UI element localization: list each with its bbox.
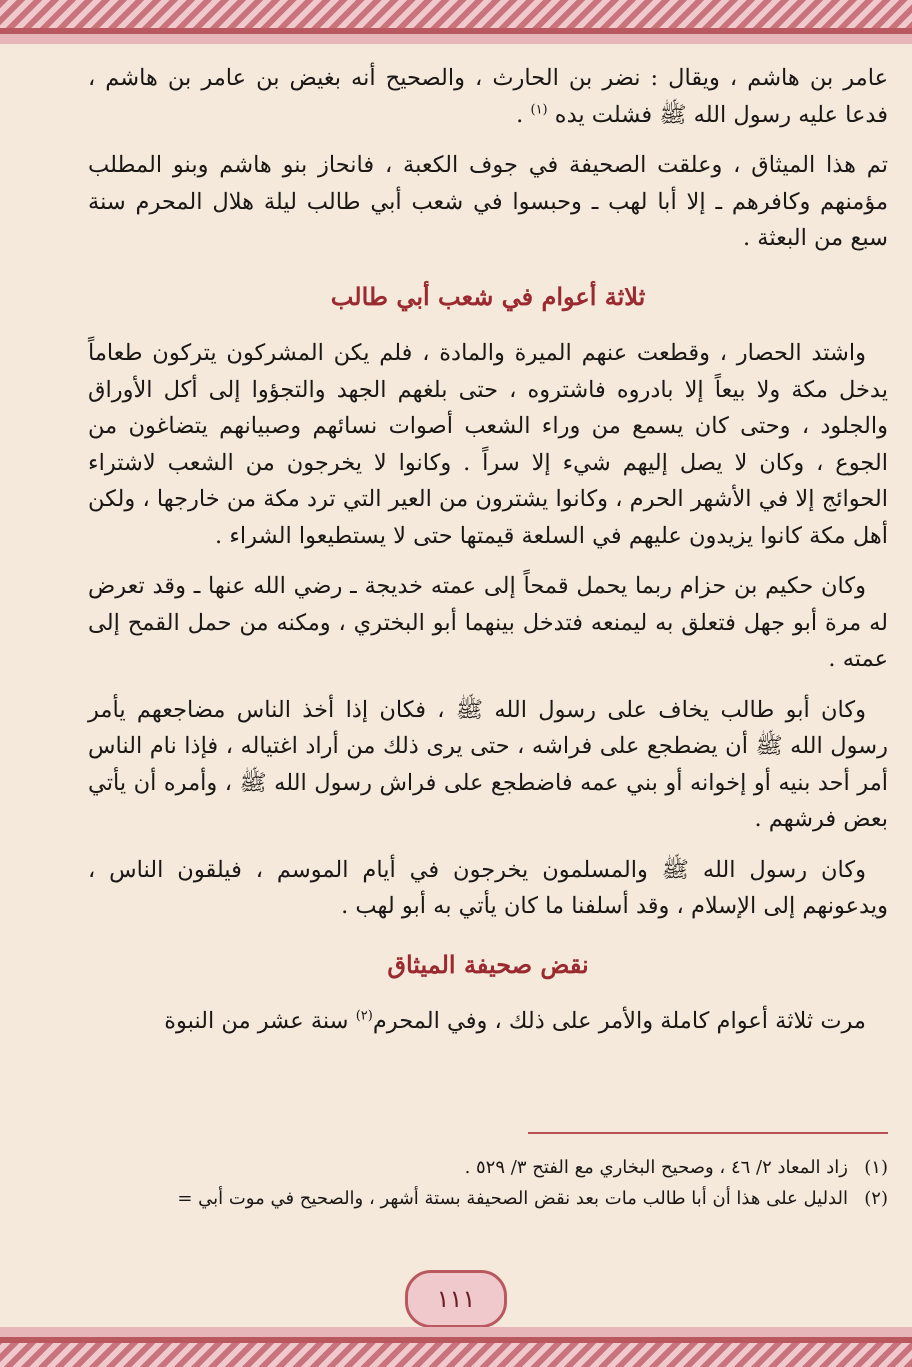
paragraph-7-end: سنة عشر من النبوة <box>164 1008 349 1034</box>
page-number: ١١١ <box>405 1270 507 1328</box>
paragraph-7 <box>88 1003 888 1040</box>
decorative-border-bottom <box>0 1337 912 1367</box>
footnote-number: (٢) <box>864 1188 888 1209</box>
footnote-text: الدليل على هذا أن أبا طالب مات بعد نقض الصحيفة بستة أشهر ، والصحيح في موت أبي = <box>177 1188 848 1209</box>
decorative-ribbon-top <box>0 34 912 44</box>
section-heading-three-years: ثلاثة أعوام في شعب أبي طالب <box>330 281 646 311</box>
footnote-2 <box>88 1183 888 1214</box>
footnote-text: زاد المعاد ٢/ ٤٦ ، وصحيح البخاري مع الفتح ٣/ ٥٢٩ . <box>464 1157 848 1178</box>
paragraph-1-end: . <box>516 101 524 128</box>
decorative-ribbon-bottom <box>0 1327 912 1337</box>
page-body <box>88 60 888 1054</box>
footnote-1 <box>88 1152 888 1183</box>
paragraph-1 <box>88 60 888 133</box>
paragraph-3: واشتد الحصار ، وقطعت عنهم الميرة والمادة ، فلم يكن المشركون يتركون طعاماً يدخل مكة ولا بيعاً إلا بادروه فاشتروه ، حتى بلغهم الجهد والتجؤوا إلى أكل الأوراق والجلود ، وحتى كان يسمع من وراء الشعب أصوات نسائهم وصبيانهم يتضاغون من الجوع ، وكان لا يصل إليهم شيء إلا سراً . وكانوا لا يخرجون من الشعب لاشتراء الحوائج إلا في الأشهر الحرم ، وكانوا يشترون من العير التي ترد مكة من خارجها ، ولكن أهل مكة كانوا يزيدون عليهم في السلعة قيمتها حتى لا يستطيعوا الشراء . <box>88 340 888 549</box>
paragraph-7-start: مرت ثلاثة أعوام كاملة والأمر على ذلك ، وفي المحرم <box>372 1008 866 1034</box>
footnote-ref-2[interactable]: (٢) <box>355 1008 373 1024</box>
paragraph-6: وكان رسول الله ﷺ والمسلمون يخرجون في أيام الموسم ، فيلقون الناس ، ويدعونهم إلى الإسلام ، وقد أسلفنا ما كان يأتي به أبو لهب . <box>88 856 888 919</box>
footnotes <box>88 1152 888 1214</box>
section-heading-pact-annulment: نقض صحيفة الميثاق <box>387 949 589 979</box>
footnote-number: (١) <box>864 1157 888 1178</box>
paragraph-5: وكان أبو طالب يخاف على رسول الله ﷺ ، فكان إذا أخذ الناس مضاجعهم يأمر رسول الله ﷺ أن يضطجع على فراشه ، حتى يرى ذلك من أراد اغتياله ، فإذا نام الناس أمر أحد بنيه أو إخوانه أو بني عمه فاضطجع على فراش رسول الله ﷺ ، وأمره أن يأتي بعض فرشهم . <box>88 696 888 832</box>
paragraph-1-text: عامر بن هاشم ، ويقال : نضر بن الحارث ، والصحيح أنه بغيض بن عامر بن هاشم ، فدعا عليه رسول الله ﷺ فشلت يده <box>88 65 888 128</box>
paragraph-4: وكان حكيم بن حزام ربما يحمل قمحاً إلى عمته خديجة ـ رضي الله عنها ـ وقد تعرض له مرة أبو جهل فتعلق به ليمنعه فتدخل بينهما أبو البختري ، ومكنه من حمل القمح إلى عمته . <box>88 573 888 672</box>
footnote-divider <box>528 1132 888 1134</box>
decorative-border-top <box>0 0 912 34</box>
paragraph-2: تم هذا الميثاق ، وعلقت الصحيفة في جوف الكعبة ، فانحاز بنو هاشم وبنو المطلب مؤمنهم وكافرهم ـ إلا أبا لهب ـ وحبسوا في شعب أبي طالب ليلة هلال المحرم سنة سبع من البعثة . <box>88 152 888 251</box>
page-number-container <box>0 1270 912 1328</box>
footnote-ref-1[interactable]: (١) <box>530 102 548 117</box>
